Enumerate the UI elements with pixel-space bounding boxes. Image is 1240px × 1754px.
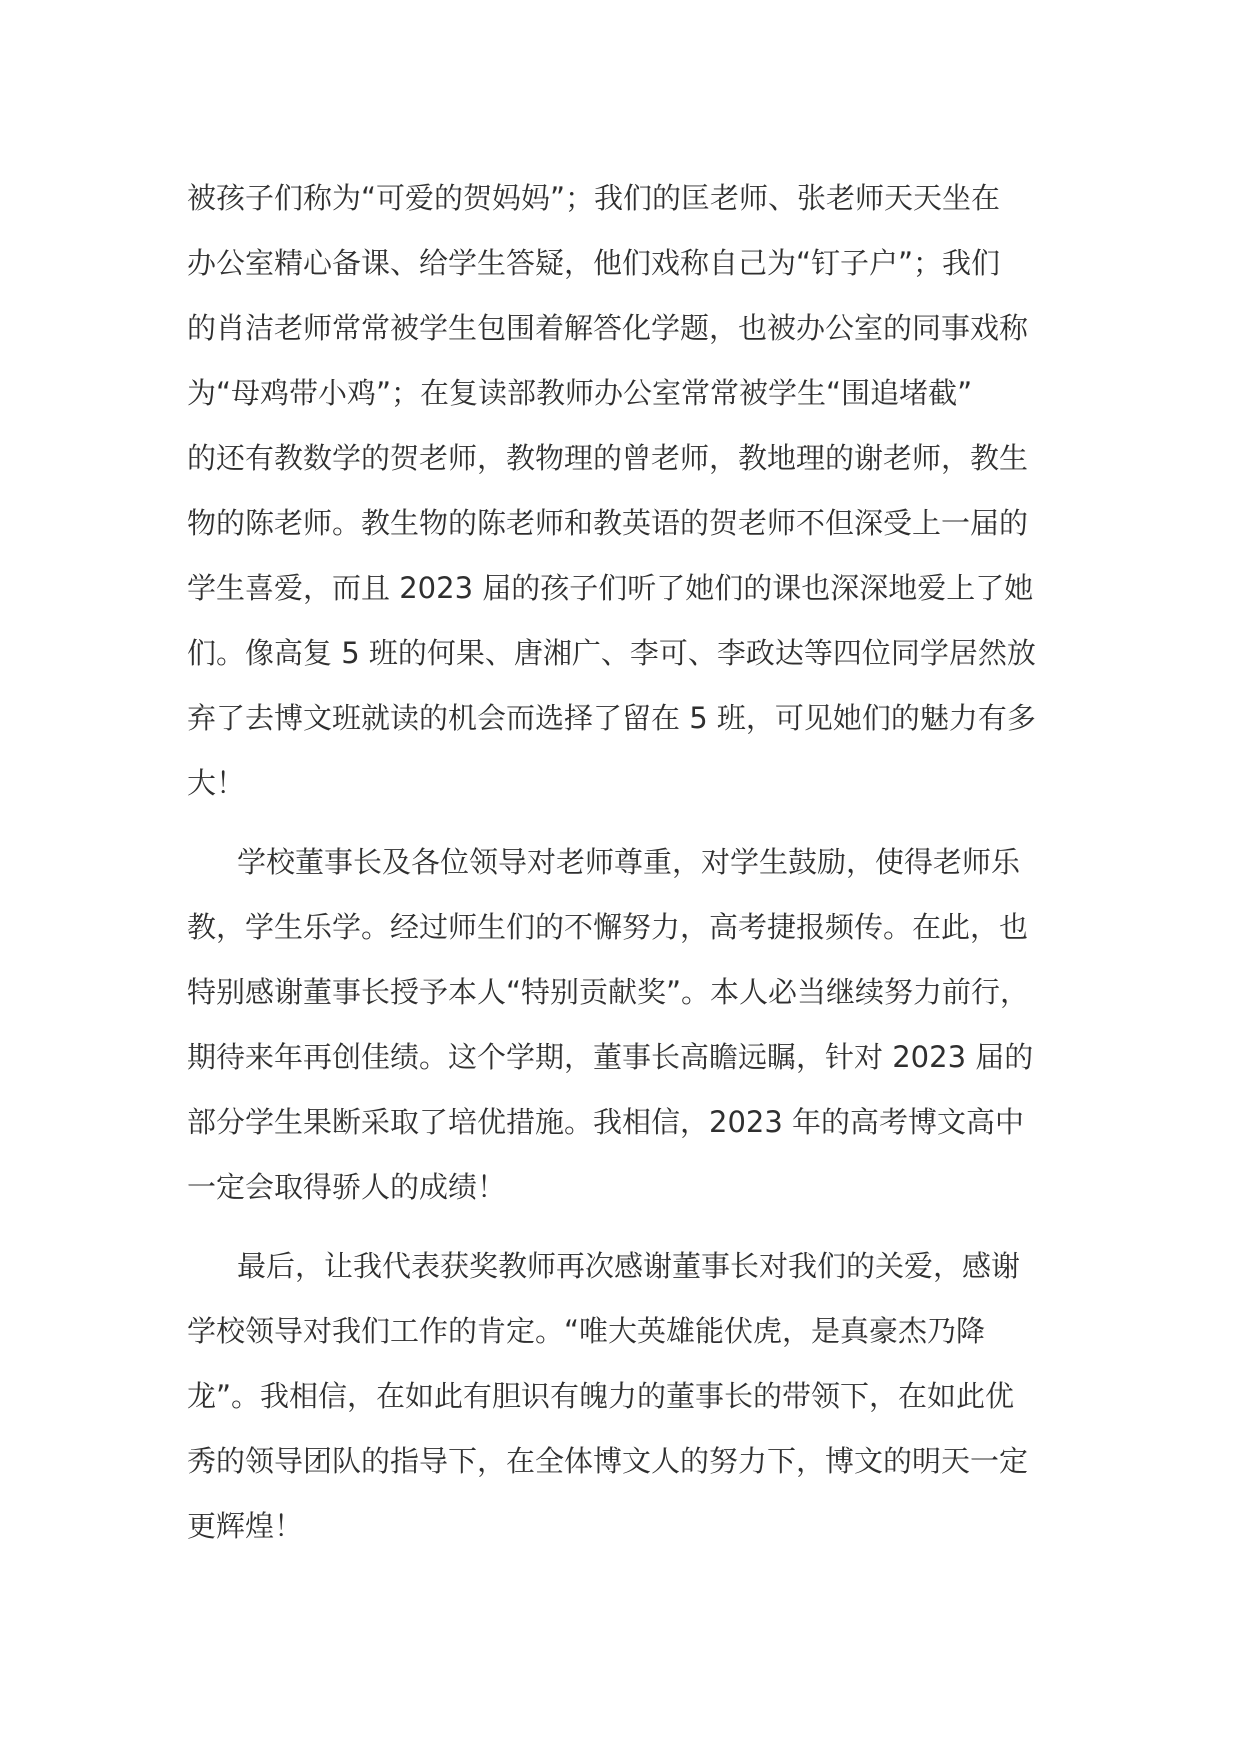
- paragraph-line: 弃了去博文班就读的机会而选择了留在 5 班，可见她们的魅力有多: [187, 701, 1036, 735]
- paragraph-line: 们。像高复 5 班的何果、唐湘广、李可、李政达等四位同学居然放: [187, 636, 1036, 670]
- paragraph-line: 的肖洁老师常常被学生包围着解答化学题，也被办公室的同事戏称: [187, 311, 1029, 345]
- paragraph-line: 学生喜爱，而且 2023 届的孩子们听了她们的课也深深地爱上了她: [187, 571, 1034, 605]
- paragraph-1: [187, 166, 1077, 816]
- paragraph-line: 更辉煌！: [187, 1509, 304, 1543]
- paragraph-line: 物的陈老师。教生物的陈老师和教英语的贺老师不但深受上一届的: [187, 506, 1029, 540]
- paragraph-line: 大！: [187, 766, 246, 800]
- paragraph-line: 特别感谢董事长授予本人“特别贡献奖”。本人必当继续努力前行，: [187, 975, 1030, 1009]
- paragraph-line: 被孩子们称为“可爱的贺妈妈”；我们的匡老师、张老师天天坐在: [187, 181, 1001, 215]
- paragraph-line: 期待来年再创佳绩。这个学期，董事长高瞻远瞩，针对 2023 届的: [187, 1040, 1034, 1074]
- paragraph-2: [187, 830, 1077, 1220]
- paragraph-line: 部分学生果断采取了培优措施。我相信，2023 年的高考博文高中: [187, 1105, 1025, 1139]
- paragraph-line: 秀的领导团队的指导下，在全体博文人的努力下，博文的明天一定: [187, 1444, 1029, 1478]
- paragraph-line: 的还有教数学的贺老师，教物理的曾老师，教地理的谢老师，教生: [187, 441, 1029, 475]
- document-body: [187, 166, 1077, 1559]
- paragraph-line: 最后，让我代表获奖教师再次感谢董事长对我们的关爱，感谢: [237, 1249, 1021, 1283]
- paragraph-line: 学校董事长及各位领导对老师尊重，对学生鼓励，使得老师乐: [237, 845, 1021, 879]
- paragraph-line: 教，学生乐学。经过师生们的不懈努力，高考捷报频传。在此，也: [187, 910, 1029, 944]
- paragraph-line: 为“母鸡带小鸡”；在复读部教师办公室常常被学生“围追堵截”: [187, 376, 973, 410]
- paragraph-line: 办公室精心备课、给学生答疑，他们戏称自己为“钉子户”；我们: [187, 246, 1001, 280]
- paragraph-3: [187, 1234, 1077, 1559]
- paragraph-line: 龙”。我相信，在如此有胆识有魄力的董事长的带领下，在如此优: [187, 1379, 1015, 1413]
- paragraph-line: 一定会取得骄人的成绩！: [187, 1170, 507, 1204]
- paragraph-line: 学校领导对我们工作的肯定。“唯大英雄能伏虎，是真豪杰乃降: [187, 1314, 986, 1348]
